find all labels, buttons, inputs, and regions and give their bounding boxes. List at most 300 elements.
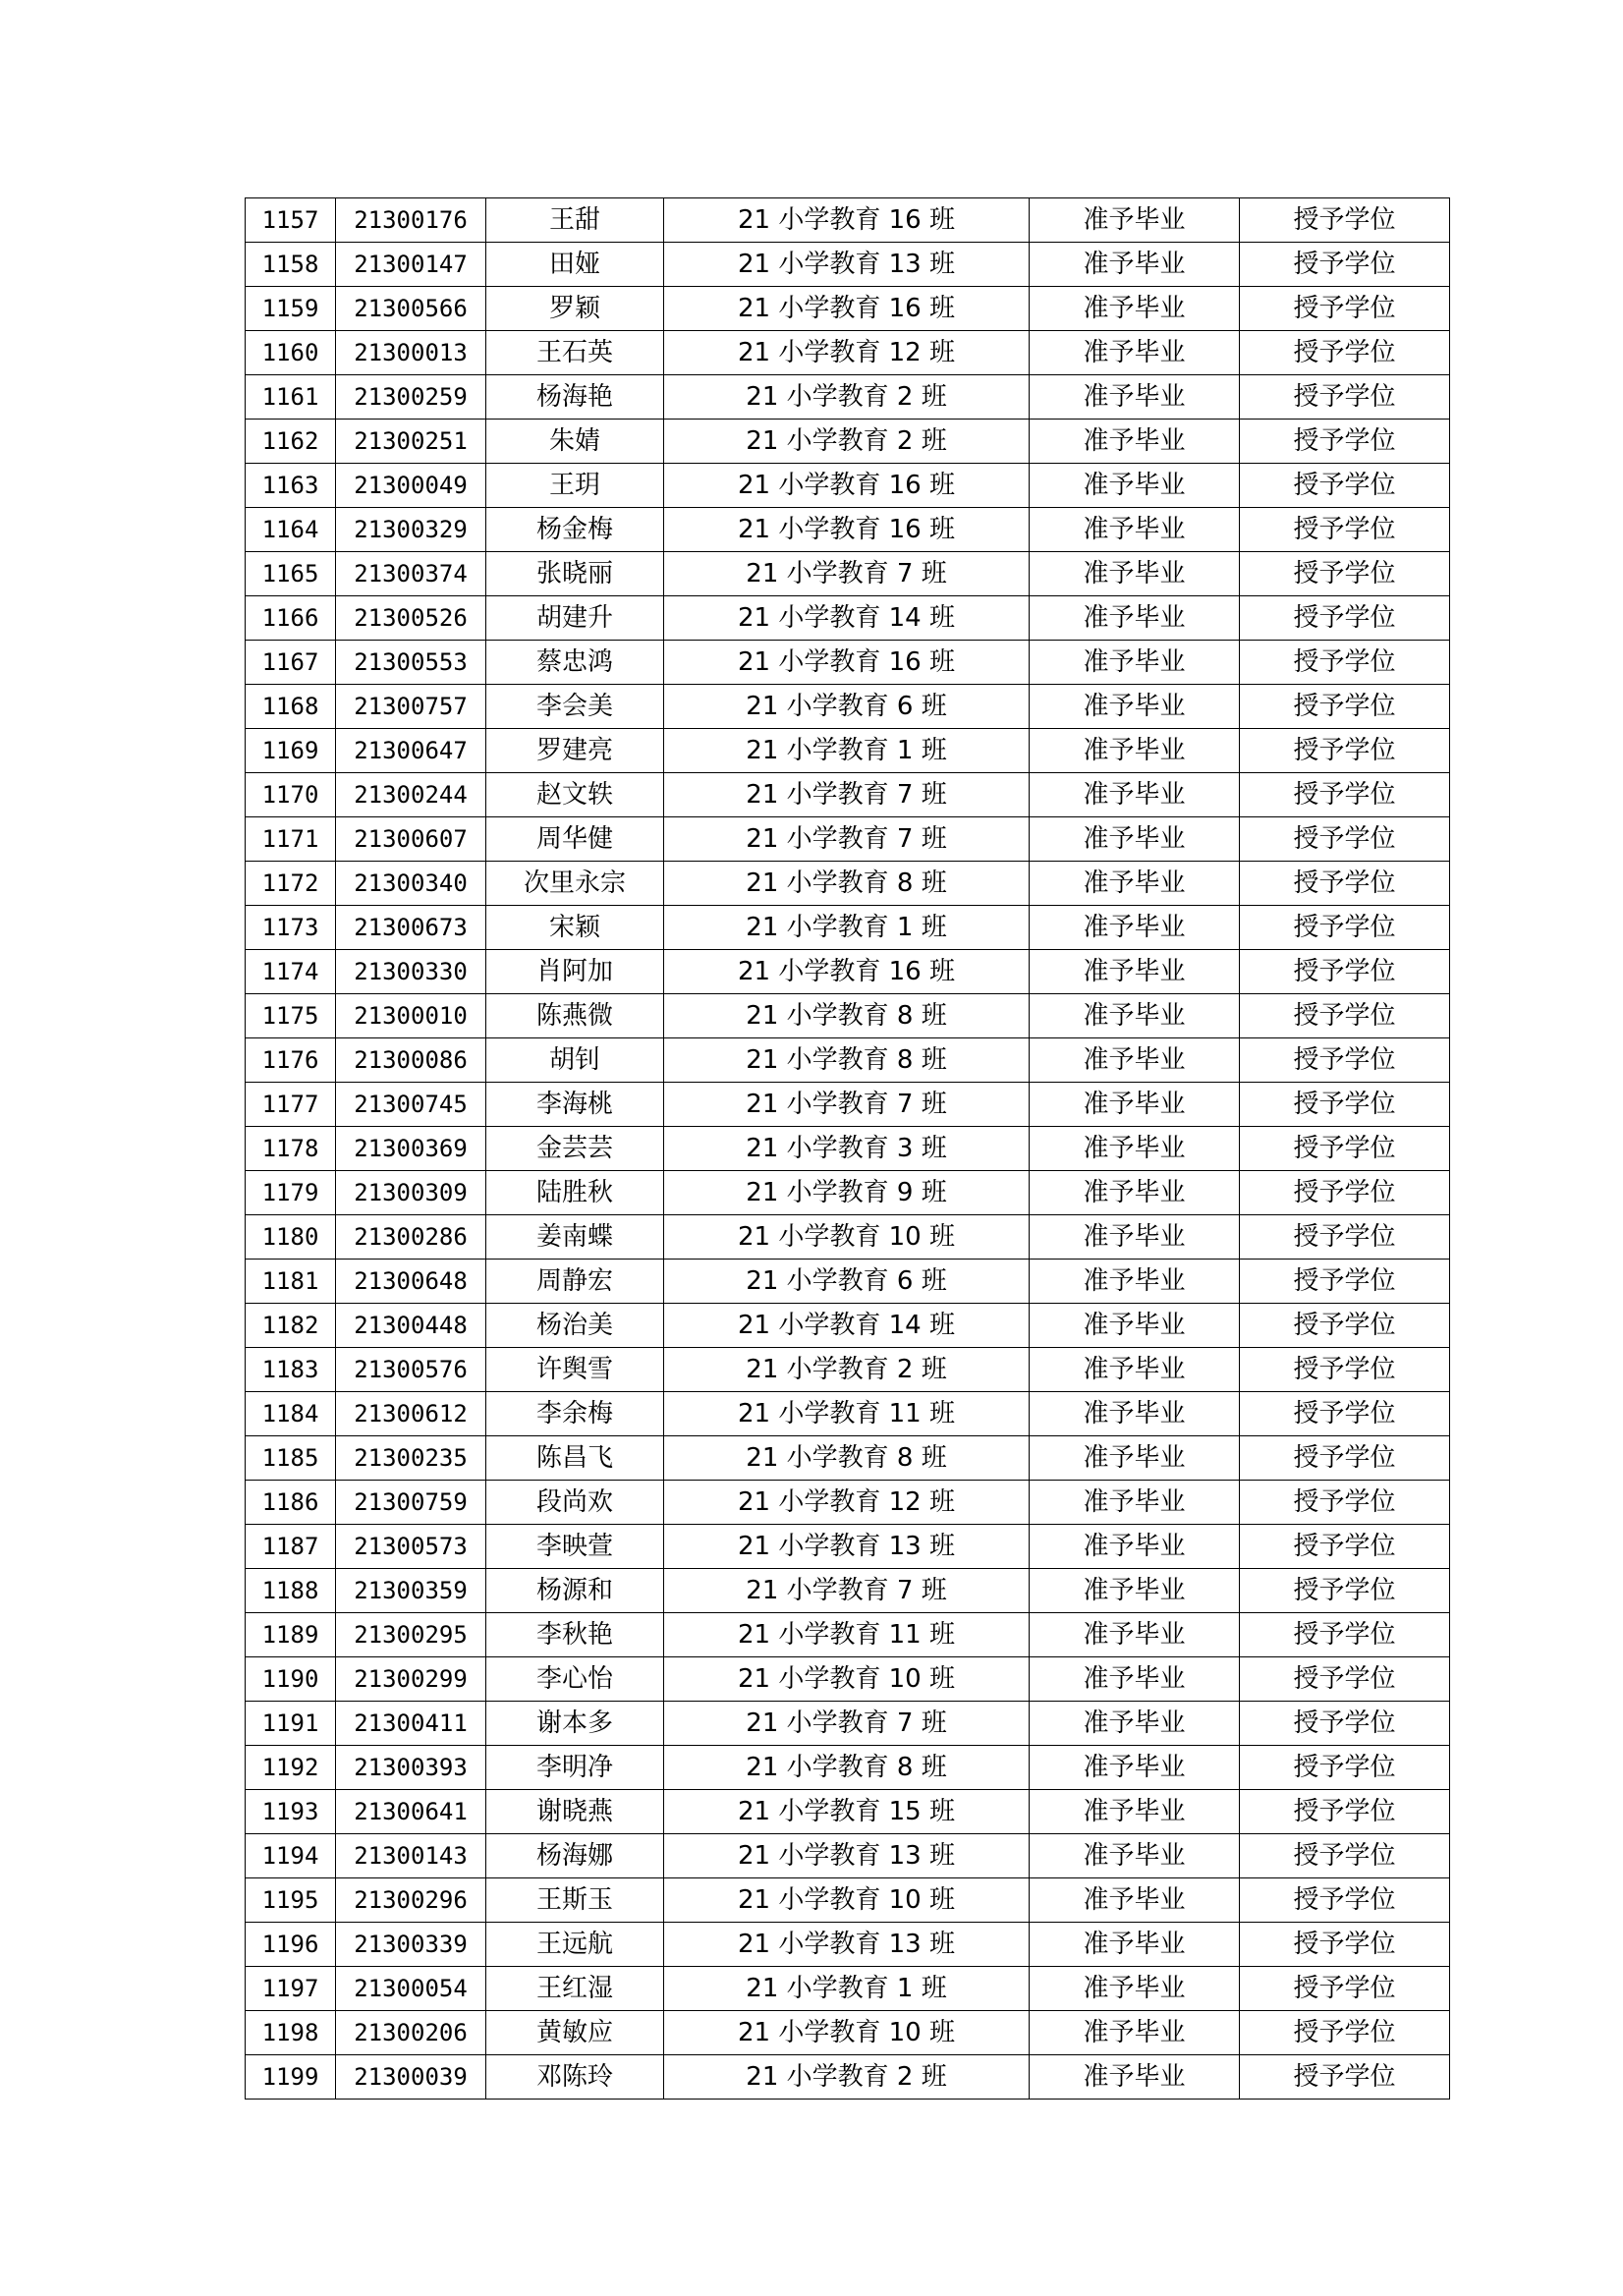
row-number-cell: 1188 [246, 1569, 336, 1613]
student-name-cell: 次里永宗 [486, 862, 664, 906]
table-row [246, 1878, 1450, 1923]
student-name-cell: 李海桃 [486, 1083, 664, 1127]
student-id-cell: 21300235 [336, 1436, 486, 1481]
table-row [246, 464, 1450, 508]
student-name-cell: 王远航 [486, 1923, 664, 1967]
row-number-cell: 1198 [246, 2011, 336, 2055]
student-id-cell: 21300647 [336, 729, 486, 773]
degree-status-cell: 授予学位 [1240, 1171, 1450, 1215]
graduation-degree-table [245, 197, 1450, 2100]
student-name-cell: 罗颖 [486, 287, 664, 331]
degree-status-cell: 授予学位 [1240, 1702, 1450, 1746]
row-number-cell: 1190 [246, 1657, 336, 1702]
student-id-cell: 21300745 [336, 1083, 486, 1127]
student-name-cell: 张晓丽 [486, 552, 664, 596]
table-row [246, 1834, 1450, 1878]
student-id-cell: 21300309 [336, 1171, 486, 1215]
table-row [246, 1083, 1450, 1127]
graduation-status-cell: 准予毕业 [1030, 1392, 1240, 1436]
graduation-status-cell: 准予毕业 [1030, 2011, 1240, 2055]
class-cell: 21 小学教育 11 班 [664, 1613, 1030, 1657]
class-cell: 21 小学教育 16 班 [664, 950, 1030, 994]
graduation-status-cell: 准予毕业 [1030, 1304, 1240, 1348]
student-name-cell: 李秋艳 [486, 1613, 664, 1657]
student-id-cell: 21300607 [336, 817, 486, 862]
degree-status-cell: 授予学位 [1240, 1038, 1450, 1083]
table-row [246, 1481, 1450, 1525]
graduation-status-cell: 准予毕业 [1030, 1481, 1240, 1525]
class-cell: 21 小学教育 7 班 [664, 1702, 1030, 1746]
degree-status-cell: 授予学位 [1240, 1613, 1450, 1657]
student-name-cell: 杨源和 [486, 1569, 664, 1613]
row-number-cell: 1186 [246, 1481, 336, 1525]
degree-status-cell: 授予学位 [1240, 906, 1450, 950]
table-row [246, 1569, 1450, 1613]
student-name-cell: 姜南蝶 [486, 1215, 664, 1260]
row-number-cell: 1175 [246, 994, 336, 1038]
student-id-cell: 21300244 [336, 773, 486, 817]
class-cell: 21 小学教育 16 班 [664, 198, 1030, 243]
student-name-cell: 许舆雪 [486, 1348, 664, 1392]
row-number-cell: 1178 [246, 1127, 336, 1171]
class-cell: 21 小学教育 13 班 [664, 1525, 1030, 1569]
table-row [246, 1171, 1450, 1215]
student-name-cell: 杨海艳 [486, 375, 664, 420]
graduation-status-cell: 准予毕业 [1030, 1171, 1240, 1215]
row-number-cell: 1197 [246, 1967, 336, 2011]
class-cell: 21 小学教育 10 班 [664, 1215, 1030, 1260]
degree-status-cell: 授予学位 [1240, 1923, 1450, 1967]
degree-status-cell: 授予学位 [1240, 1481, 1450, 1525]
class-cell: 21 小学教育 8 班 [664, 1436, 1030, 1481]
student-name-cell: 李明净 [486, 1746, 664, 1790]
student-name-cell: 陆胜秋 [486, 1171, 664, 1215]
class-cell: 21 小学教育 10 班 [664, 1657, 1030, 1702]
table-row [246, 331, 1450, 375]
graduation-status-cell: 准予毕业 [1030, 1613, 1240, 1657]
graduation-status-cell: 准予毕业 [1030, 729, 1240, 773]
table-row [246, 2011, 1450, 2055]
student-id-cell: 21300176 [336, 198, 486, 243]
class-cell: 21 小学教育 7 班 [664, 773, 1030, 817]
student-id-cell: 21300286 [336, 1215, 486, 1260]
student-id-cell: 21300448 [336, 1304, 486, 1348]
row-number-cell: 1195 [246, 1878, 336, 1923]
student-name-cell: 黄敏应 [486, 2011, 664, 2055]
row-number-cell: 1187 [246, 1525, 336, 1569]
student-id-cell: 21300295 [336, 1613, 486, 1657]
student-id-cell: 21300143 [336, 1834, 486, 1878]
student-id-cell: 21300612 [336, 1392, 486, 1436]
graduation-status-cell: 准予毕业 [1030, 596, 1240, 641]
graduation-status-cell: 准予毕业 [1030, 552, 1240, 596]
student-id-cell: 21300013 [336, 331, 486, 375]
degree-status-cell: 授予学位 [1240, 1392, 1450, 1436]
row-number-cell: 1176 [246, 1038, 336, 1083]
row-number-cell: 1167 [246, 641, 336, 685]
degree-status-cell: 授予学位 [1240, 1569, 1450, 1613]
graduation-status-cell: 准予毕业 [1030, 685, 1240, 729]
table-row [246, 1525, 1450, 1569]
table-row [246, 685, 1450, 729]
table-row [246, 950, 1450, 994]
degree-status-cell: 授予学位 [1240, 1304, 1450, 1348]
class-cell: 21 小学教育 7 班 [664, 552, 1030, 596]
table-row [246, 641, 1450, 685]
degree-status-cell: 授予学位 [1240, 1348, 1450, 1392]
student-name-cell: 陈昌飞 [486, 1436, 664, 1481]
row-number-cell: 1181 [246, 1260, 336, 1304]
student-id-cell: 21300576 [336, 1348, 486, 1392]
student-id-cell: 21300759 [336, 1481, 486, 1525]
graduation-status-cell: 准予毕业 [1030, 1834, 1240, 1878]
student-id-cell: 21300251 [336, 420, 486, 464]
student-id-cell: 21300086 [336, 1038, 486, 1083]
table-row [246, 862, 1450, 906]
class-cell: 21 小学教育 12 班 [664, 331, 1030, 375]
graduation-status-cell: 准予毕业 [1030, 862, 1240, 906]
graduation-status-cell: 准予毕业 [1030, 994, 1240, 1038]
graduation-status-cell: 准予毕业 [1030, 287, 1240, 331]
graduation-status-cell: 准予毕业 [1030, 1127, 1240, 1171]
row-number-cell: 1191 [246, 1702, 336, 1746]
student-id-cell: 21300757 [336, 685, 486, 729]
student-id-cell: 21300393 [336, 1746, 486, 1790]
class-cell: 21 小学教育 8 班 [664, 862, 1030, 906]
table-row [246, 1746, 1450, 1790]
degree-status-cell: 授予学位 [1240, 552, 1450, 596]
degree-status-cell: 授予学位 [1240, 508, 1450, 552]
degree-status-cell: 授予学位 [1240, 331, 1450, 375]
degree-status-cell: 授予学位 [1240, 1967, 1450, 2011]
row-number-cell: 1189 [246, 1613, 336, 1657]
degree-status-cell: 授予学位 [1240, 729, 1450, 773]
student-id-cell: 21300359 [336, 1569, 486, 1613]
class-cell: 21 小学教育 16 班 [664, 287, 1030, 331]
class-cell: 21 小学教育 10 班 [664, 1878, 1030, 1923]
student-id-cell: 21300329 [336, 508, 486, 552]
graduation-status-cell: 准予毕业 [1030, 817, 1240, 862]
table-row [246, 508, 1450, 552]
student-name-cell: 李余梅 [486, 1392, 664, 1436]
student-name-cell: 胡建升 [486, 596, 664, 641]
table-row [246, 1215, 1450, 1260]
table-row [246, 1657, 1450, 1702]
student-id-cell: 21300374 [336, 552, 486, 596]
row-number-cell: 1192 [246, 1746, 336, 1790]
student-name-cell: 杨海娜 [486, 1834, 664, 1878]
student-name-cell: 王红湿 [486, 1967, 664, 2011]
student-name-cell: 段尚欢 [486, 1481, 664, 1525]
student-id-cell: 21300010 [336, 994, 486, 1038]
degree-status-cell: 授予学位 [1240, 2011, 1450, 2055]
class-cell: 21 小学教育 12 班 [664, 1481, 1030, 1525]
degree-status-cell: 授予学位 [1240, 464, 1450, 508]
graduation-status-cell: 准予毕业 [1030, 906, 1240, 950]
student-id-cell: 21300054 [336, 1967, 486, 2011]
table-row [246, 2055, 1450, 2100]
row-number-cell: 1174 [246, 950, 336, 994]
row-number-cell: 1179 [246, 1171, 336, 1215]
class-cell: 21 小学教育 1 班 [664, 1967, 1030, 2011]
student-name-cell: 蔡忠鸿 [486, 641, 664, 685]
row-number-cell: 1180 [246, 1215, 336, 1260]
graduation-status-cell: 准予毕业 [1030, 1260, 1240, 1304]
degree-status-cell: 授予学位 [1240, 1127, 1450, 1171]
graduation-status-cell: 准予毕业 [1030, 1702, 1240, 1746]
degree-status-cell: 授予学位 [1240, 1260, 1450, 1304]
student-name-cell: 李映萱 [486, 1525, 664, 1569]
student-name-cell: 陈燕微 [486, 994, 664, 1038]
student-name-cell: 田娅 [486, 243, 664, 287]
table-row [246, 552, 1450, 596]
graduation-status-cell: 准予毕业 [1030, 1923, 1240, 1967]
graduation-status-cell: 准予毕业 [1030, 1878, 1240, 1923]
graduation-status-cell: 准予毕业 [1030, 331, 1240, 375]
graduation-status-cell: 准予毕业 [1030, 508, 1240, 552]
row-number-cell: 1162 [246, 420, 336, 464]
class-cell: 21 小学教育 7 班 [664, 1569, 1030, 1613]
student-name-cell: 杨治美 [486, 1304, 664, 1348]
table-row [246, 287, 1450, 331]
class-cell: 21 小学教育 3 班 [664, 1127, 1030, 1171]
graduation-status-cell: 准予毕业 [1030, 1083, 1240, 1127]
graduation-status-cell: 准予毕业 [1030, 2055, 1240, 2100]
class-cell: 21 小学教育 2 班 [664, 1348, 1030, 1392]
student-name-cell: 杨金梅 [486, 508, 664, 552]
table-row [246, 1127, 1450, 1171]
degree-status-cell: 授予学位 [1240, 596, 1450, 641]
student-name-cell: 赵文轶 [486, 773, 664, 817]
row-number-cell: 1165 [246, 552, 336, 596]
row-number-cell: 1161 [246, 375, 336, 420]
table-row [246, 773, 1450, 817]
student-name-cell: 谢本多 [486, 1702, 664, 1746]
degree-status-cell: 授予学位 [1240, 243, 1450, 287]
degree-status-cell: 授予学位 [1240, 1436, 1450, 1481]
row-number-cell: 1183 [246, 1348, 336, 1392]
graduation-status-cell: 准予毕业 [1030, 1348, 1240, 1392]
degree-status-cell: 授予学位 [1240, 1746, 1450, 1790]
graduation-status-cell: 准予毕业 [1030, 1525, 1240, 1569]
row-number-cell: 1194 [246, 1834, 336, 1878]
student-id-cell: 21300299 [336, 1657, 486, 1702]
graduation-status-cell: 准予毕业 [1030, 420, 1240, 464]
student-id-cell: 21300339 [336, 1923, 486, 1967]
class-cell: 21 小学教育 15 班 [664, 1790, 1030, 1834]
class-cell: 21 小学教育 8 班 [664, 994, 1030, 1038]
class-cell: 21 小学教育 2 班 [664, 2055, 1030, 2100]
table-row [246, 243, 1450, 287]
row-number-cell: 1184 [246, 1392, 336, 1436]
student-id-cell: 21300641 [336, 1790, 486, 1834]
degree-status-cell: 授予学位 [1240, 817, 1450, 862]
student-id-cell: 21300573 [336, 1525, 486, 1569]
student-id-cell: 21300648 [336, 1260, 486, 1304]
row-number-cell: 1196 [246, 1923, 336, 1967]
degree-status-cell: 授予学位 [1240, 1790, 1450, 1834]
table-row [246, 198, 1450, 243]
degree-status-cell: 授予学位 [1240, 862, 1450, 906]
graduation-status-cell: 准予毕业 [1030, 198, 1240, 243]
class-cell: 21 小学教育 8 班 [664, 1038, 1030, 1083]
class-cell: 21 小学教育 2 班 [664, 420, 1030, 464]
row-number-cell: 1158 [246, 243, 336, 287]
table-row [246, 1702, 1450, 1746]
degree-status-cell: 授予学位 [1240, 1215, 1450, 1260]
degree-status-cell: 授予学位 [1240, 950, 1450, 994]
graduation-status-cell: 准予毕业 [1030, 1436, 1240, 1481]
table-row [246, 1348, 1450, 1392]
row-number-cell: 1159 [246, 287, 336, 331]
class-cell: 21 小学教育 7 班 [664, 817, 1030, 862]
class-cell: 21 小学教育 1 班 [664, 906, 1030, 950]
student-name-cell: 周华健 [486, 817, 664, 862]
student-name-cell: 邓陈玲 [486, 2055, 664, 2100]
student-id-cell: 21300296 [336, 1878, 486, 1923]
student-name-cell: 周静宏 [486, 1260, 664, 1304]
class-cell: 21 小学教育 1 班 [664, 729, 1030, 773]
student-name-cell: 朱婧 [486, 420, 664, 464]
student-name-cell: 肖阿加 [486, 950, 664, 994]
degree-status-cell: 授予学位 [1240, 2055, 1450, 2100]
table-row [246, 1613, 1450, 1657]
class-cell: 21 小学教育 13 班 [664, 1923, 1030, 1967]
degree-status-cell: 授予学位 [1240, 1083, 1450, 1127]
student-id-cell: 21300039 [336, 2055, 486, 2100]
row-number-cell: 1193 [246, 1790, 336, 1834]
student-name-cell: 王石英 [486, 331, 664, 375]
class-cell: 21 小学教育 11 班 [664, 1392, 1030, 1436]
row-number-cell: 1172 [246, 862, 336, 906]
class-cell: 21 小学教育 6 班 [664, 1260, 1030, 1304]
table-row [246, 1392, 1450, 1436]
table-row [246, 906, 1450, 950]
row-number-cell: 1160 [246, 331, 336, 375]
table-row [246, 729, 1450, 773]
student-id-cell: 21300411 [336, 1702, 486, 1746]
student-id-cell: 21300206 [336, 2011, 486, 2055]
row-number-cell: 1185 [246, 1436, 336, 1481]
graduation-status-cell: 准予毕业 [1030, 243, 1240, 287]
degree-status-cell: 授予学位 [1240, 420, 1450, 464]
student-id-cell: 21300673 [336, 906, 486, 950]
table-row [246, 817, 1450, 862]
class-cell: 21 小学教育 16 班 [664, 641, 1030, 685]
graduation-status-cell: 准予毕业 [1030, 1746, 1240, 1790]
student-id-cell: 21300369 [336, 1127, 486, 1171]
table-row [246, 1038, 1450, 1083]
class-cell: 21 小学教育 9 班 [664, 1171, 1030, 1215]
row-number-cell: 1157 [246, 198, 336, 243]
student-name-cell: 王玥 [486, 464, 664, 508]
degree-status-cell: 授予学位 [1240, 198, 1450, 243]
row-number-cell: 1182 [246, 1304, 336, 1348]
student-id-cell: 21300049 [336, 464, 486, 508]
student-id-cell: 21300566 [336, 287, 486, 331]
class-cell: 21 小学教育 13 班 [664, 243, 1030, 287]
table-row [246, 1260, 1450, 1304]
class-cell: 21 小学教育 16 班 [664, 464, 1030, 508]
row-number-cell: 1166 [246, 596, 336, 641]
table-row [246, 1923, 1450, 1967]
class-cell: 21 小学教育 7 班 [664, 1083, 1030, 1127]
graduation-status-cell: 准予毕业 [1030, 1967, 1240, 2011]
degree-status-cell: 授予学位 [1240, 1657, 1450, 1702]
graduation-status-cell: 准予毕业 [1030, 1038, 1240, 1083]
row-number-cell: 1168 [246, 685, 336, 729]
student-name-cell: 金芸芸 [486, 1127, 664, 1171]
table-row [246, 1967, 1450, 2011]
row-number-cell: 1164 [246, 508, 336, 552]
class-cell: 21 小学教育 16 班 [664, 508, 1030, 552]
student-name-cell: 罗建亮 [486, 729, 664, 773]
degree-status-cell: 授予学位 [1240, 685, 1450, 729]
graduation-status-cell: 准予毕业 [1030, 1790, 1240, 1834]
class-cell: 21 小学教育 14 班 [664, 1304, 1030, 1348]
student-name-cell: 李会美 [486, 685, 664, 729]
student-id-cell: 21300526 [336, 596, 486, 641]
degree-status-cell: 授予学位 [1240, 1834, 1450, 1878]
table-row [246, 596, 1450, 641]
graduation-status-cell: 准予毕业 [1030, 464, 1240, 508]
student-name-cell: 王甜 [486, 198, 664, 243]
row-number-cell: 1169 [246, 729, 336, 773]
student-name-cell: 宋颖 [486, 906, 664, 950]
student-name-cell: 王斯玉 [486, 1878, 664, 1923]
graduation-status-cell: 准予毕业 [1030, 641, 1240, 685]
row-number-cell: 1173 [246, 906, 336, 950]
student-id-cell: 21300340 [336, 862, 486, 906]
table-row [246, 420, 1450, 464]
row-number-cell: 1177 [246, 1083, 336, 1127]
degree-status-cell: 授予学位 [1240, 1878, 1450, 1923]
graduation-status-cell: 准予毕业 [1030, 1215, 1240, 1260]
degree-status-cell: 授予学位 [1240, 375, 1450, 420]
graduation-status-cell: 准予毕业 [1030, 773, 1240, 817]
class-cell: 21 小学教育 10 班 [664, 2011, 1030, 2055]
student-id-cell: 21300553 [336, 641, 486, 685]
row-number-cell: 1171 [246, 817, 336, 862]
table-row [246, 1790, 1450, 1834]
table-row [246, 994, 1450, 1038]
student-name-cell: 谢晓燕 [486, 1790, 664, 1834]
graduation-status-cell: 准予毕业 [1030, 1657, 1240, 1702]
student-name-cell: 李心怡 [486, 1657, 664, 1702]
row-number-cell: 1199 [246, 2055, 336, 2100]
class-cell: 21 小学教育 8 班 [664, 1746, 1030, 1790]
row-number-cell: 1170 [246, 773, 336, 817]
table-row [246, 1304, 1450, 1348]
student-name-cell: 胡钊 [486, 1038, 664, 1083]
graduation-status-cell: 准予毕业 [1030, 375, 1240, 420]
student-id-cell: 21300330 [336, 950, 486, 994]
student-id-cell: 21300147 [336, 243, 486, 287]
row-number-cell: 1163 [246, 464, 336, 508]
graduation-status-cell: 准予毕业 [1030, 950, 1240, 994]
student-id-cell: 21300259 [336, 375, 486, 420]
class-cell: 21 小学教育 13 班 [664, 1834, 1030, 1878]
table-row [246, 375, 1450, 420]
degree-status-cell: 授予学位 [1240, 287, 1450, 331]
class-cell: 21 小学教育 2 班 [664, 375, 1030, 420]
class-cell: 21 小学教育 6 班 [664, 685, 1030, 729]
table-row [246, 1436, 1450, 1481]
degree-status-cell: 授予学位 [1240, 994, 1450, 1038]
degree-status-cell: 授予学位 [1240, 641, 1450, 685]
degree-status-cell: 授予学位 [1240, 1525, 1450, 1569]
degree-status-cell: 授予学位 [1240, 773, 1450, 817]
